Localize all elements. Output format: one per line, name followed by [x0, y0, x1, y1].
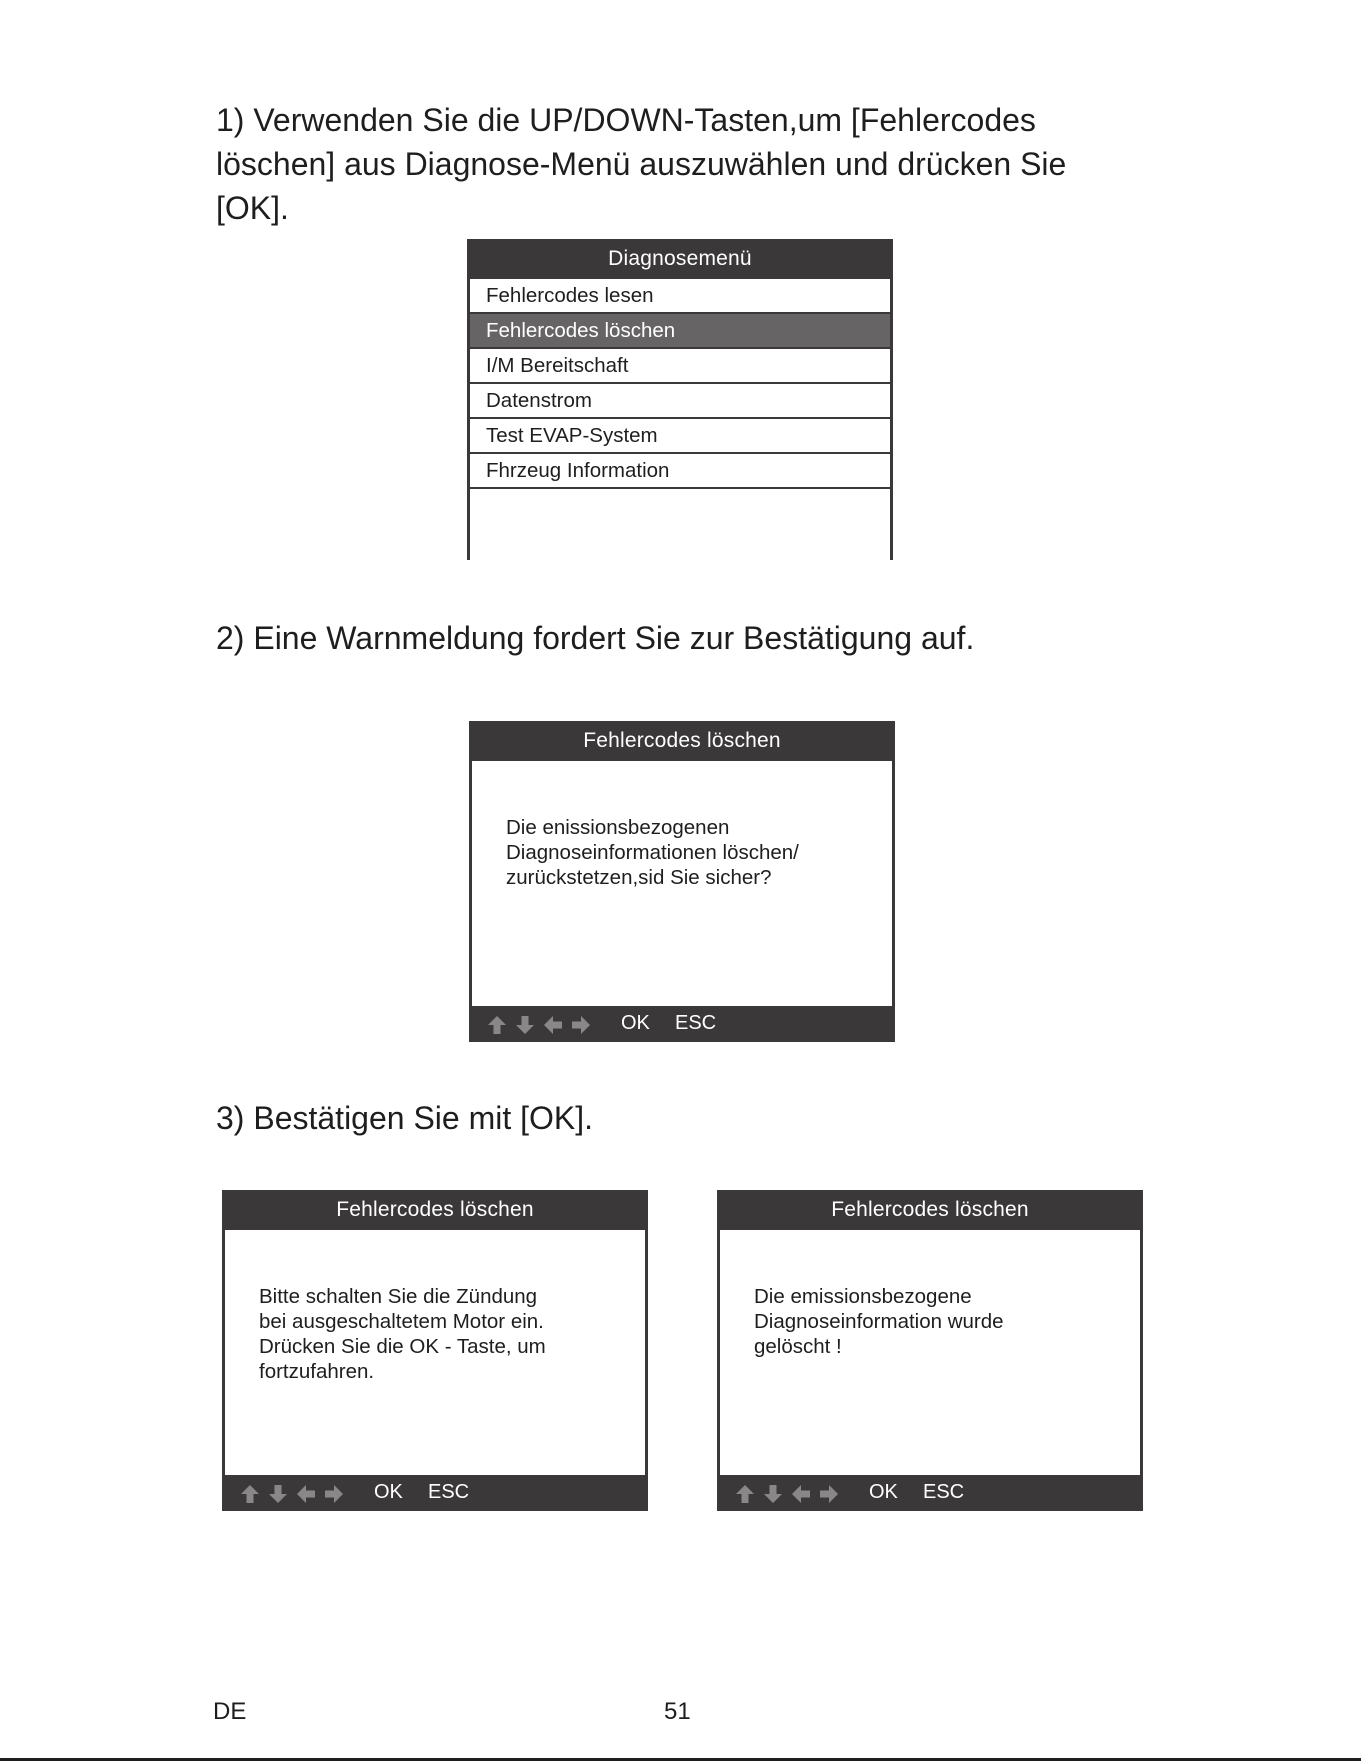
esc-key[interactable]: ESC [428, 1481, 470, 1503]
ok-key[interactable]: OK [869, 1481, 898, 1503]
ignition-screen [222, 1190, 648, 1511]
arrow-up-icon[interactable] [735, 1484, 755, 1504]
arrow-down-icon[interactable] [763, 1484, 783, 1504]
screen-footer [467, 522, 893, 560]
screen-footer [717, 1475, 1143, 1511]
confirm-screen [469, 721, 895, 1042]
step-2-text: 2) Eine Warnmeldung fordert Sie zur Bestätigung auf. [216, 620, 975, 656]
menu-item-fahrzeug-info[interactable]: Fhrzeug Information [470, 454, 890, 489]
arrow-up-icon[interactable] [240, 1484, 260, 1504]
arrow-up-icon[interactable] [487, 1015, 507, 1035]
page-indicator: 2/6 [848, 532, 869, 549]
menu-item-empty [470, 489, 890, 524]
arrow-right-icon[interactable] [324, 1484, 344, 1504]
ok-key[interactable]: OK [374, 1481, 403, 1503]
esc-key[interactable]: ESC [923, 1481, 965, 1503]
screen-title: Fehlercodes löschen [583, 729, 781, 752]
menu-list [470, 279, 890, 562]
esc-key[interactable]: ESC [675, 1012, 717, 1034]
menu-item-datenstrom[interactable]: Datenstrom [470, 384, 890, 419]
message-area [472, 761, 892, 1006]
message-text: Die enissionsbezogenen Diagnoseinformationen löschen/ zurückstetzen,sid Sie sicher? [506, 816, 799, 889]
arrow-down-icon[interactable] [515, 1015, 535, 1035]
message-area [720, 1230, 1140, 1475]
step-1-text: 1) Verwenden Sie die UP/DOWN-Tasten,um [Fehlercodes löschen] aus Diagnose-Menü auszuwählen und drücken Sie [OK]. [216, 102, 1067, 226]
arrow-left-icon[interactable] [296, 1484, 316, 1504]
menu-item-fehlercodes-lesen[interactable]: Fehlercodes lesen [470, 279, 890, 314]
diagnose-menu-screen [467, 239, 893, 560]
menu-item-im-bereitschaft[interactable]: I/M Bereitschaft [470, 349, 890, 384]
step-3-text: 3) Bestätigen Sie mit [OK]. [216, 1100, 594, 1136]
ok-key[interactable]: OK [621, 1012, 650, 1034]
screen-title: Fehlercodes löschen [831, 1198, 1029, 1221]
screen-title: Diagnosemenü [608, 247, 752, 270]
menu-item-test-evap[interactable]: Test EVAP-System [470, 419, 890, 454]
arrow-left-icon[interactable] [543, 1015, 563, 1035]
language-label: DE [213, 1698, 247, 1725]
arrow-right-icon[interactable] [819, 1484, 839, 1504]
page-number: 51 [664, 1698, 691, 1725]
message-area [225, 1230, 645, 1475]
screen-footer [222, 1475, 648, 1511]
menu-item-fehlercodes-loeschen[interactable]: Fehlercodes löschen [470, 314, 890, 349]
arrow-down-icon[interactable] [268, 1484, 288, 1504]
cleared-screen [717, 1190, 1143, 1511]
screen-footer [469, 1006, 895, 1042]
message-text: Die emissionsbezogene Diagnoseinformation wurde gelöscht ! [754, 1285, 1004, 1358]
screen-title: Fehlercodes löschen [336, 1198, 534, 1221]
arrow-left-icon[interactable] [791, 1484, 811, 1504]
arrow-right-icon[interactable] [571, 1015, 591, 1035]
message-text: Bitte schalten Sie die Zündung bei ausgeschaltetem Motor ein. Drücken Sie die OK - Taste, um fortzufahren. [259, 1285, 546, 1383]
